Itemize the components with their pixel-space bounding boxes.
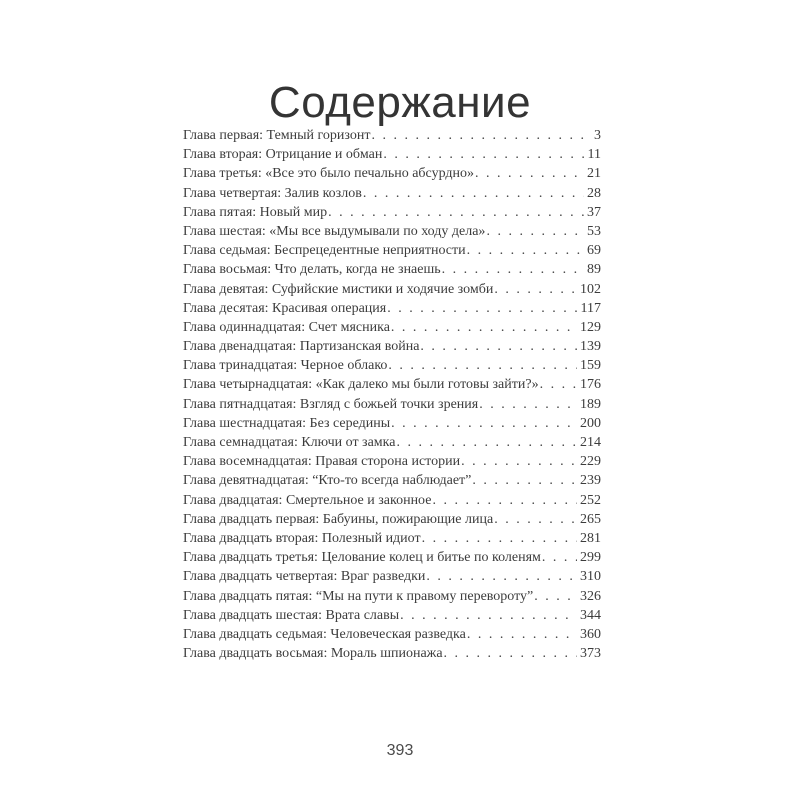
- toc-entry-label: Глава двадцатая: Смертельное и законное: [183, 492, 432, 508]
- toc-page-number: 299: [580, 550, 601, 566]
- toc-leader-dots: [467, 241, 584, 260]
- toc-leader-dots: [494, 510, 577, 529]
- toc-entry-label: Глава двадцать пятая: “Мы на пути к правому перевороту”: [183, 588, 534, 604]
- toc-leader-dots: [486, 222, 584, 241]
- toc-row: [183, 299, 601, 318]
- toc-leader-dots: [328, 203, 584, 222]
- toc-leader-dots: [391, 414, 577, 433]
- toc-page-number: 310: [580, 569, 601, 585]
- toc-page-number: 214: [580, 435, 601, 450]
- toc-page-number: 281: [580, 530, 601, 546]
- toc-row: [183, 222, 601, 241]
- toc-entry-label: Глава пятая: Новый мир: [183, 204, 328, 220]
- toc-entry-label: Глава восьмая: Что делать, когда не знаешь: [183, 262, 441, 278]
- toc-leader-dots: [387, 299, 577, 318]
- toc-row: [183, 241, 601, 260]
- toc-entry-label: Глава четвертая: Залив козлов: [183, 185, 362, 201]
- toc-page-number: 200: [580, 415, 601, 431]
- toc-row: [183, 587, 601, 606]
- toc-row: [183, 375, 601, 394]
- toc-leader-dots: [422, 529, 577, 548]
- toc-page-number: 326: [580, 588, 601, 604]
- toc-leader-dots: [432, 491, 577, 510]
- toc-row: [183, 318, 601, 337]
- toc-page-number: 3: [594, 128, 601, 143]
- toc-entry-label: Глава седьмая: Беспрецедентные неприятности: [183, 243, 466, 259]
- toc-entry-label: Глава одиннадцатая: Счет мясника: [183, 319, 390, 335]
- toc-page-number: 102: [580, 281, 601, 297]
- toc-entry-label: Глава двадцать седьмая: Человеческая разведка: [183, 626, 466, 642]
- toc-leader-dots: [400, 606, 577, 625]
- toc-row: [183, 260, 601, 279]
- toc-page-number: 28: [587, 185, 601, 201]
- toc-leader-dots: [534, 587, 577, 606]
- toc-page-number: 176: [580, 377, 601, 393]
- toc-page-number: 252: [580, 492, 601, 508]
- toc-leader-dots: [479, 395, 577, 414]
- toc-entry-label: Глава двадцать первая: Бабуины, пожирающие лица: [183, 511, 494, 527]
- toc-entry-label: Глава двадцать четвертая: Враг разведки: [183, 569, 426, 585]
- toc-leader-dots: [475, 164, 584, 183]
- toc-leader-dots: [461, 452, 577, 471]
- toc-leader-dots: [391, 318, 577, 337]
- toc-leader-dots: [442, 260, 584, 279]
- toc-page-number: 344: [580, 607, 601, 623]
- toc-leader-dots: [371, 126, 586, 145]
- toc-entry-label: Глава восемнадцатая: Правая сторона истории: [183, 454, 461, 470]
- toc-leader-dots: [444, 644, 577, 663]
- toc-row: [183, 126, 601, 145]
- toc-row: [183, 606, 601, 625]
- toc-entry-label: Глава вторая: Отрицание и обман: [183, 147, 383, 163]
- toc-entry-label: Глава семнадцатая: Ключи от замка: [183, 435, 396, 450]
- toc-row: [183, 491, 601, 510]
- toc-entry-label: Глава двадцать третья: Целование колец и битье по коленям: [183, 550, 541, 566]
- toc-row: [183, 414, 601, 433]
- page-title: Содержание: [268, 78, 532, 128]
- toc-entry-label: Глава первая: Темный горизонт: [183, 128, 371, 143]
- toc-page-number: 239: [580, 473, 601, 489]
- toc-row: [183, 452, 601, 471]
- toc-entry-label: Глава пятнадцатая: Взгляд с божьей точки зрения: [183, 396, 479, 412]
- toc-leader-dots: [396, 433, 577, 452]
- toc-entry-label: Глава двенадцатая: Партизанская война: [183, 339, 420, 355]
- toc-page-number: 69: [587, 243, 601, 259]
- toc-leader-dots: [540, 375, 577, 394]
- toc-leader-dots: [467, 625, 577, 644]
- toc-entry-label: Глава двадцать шестая: Врата славы: [183, 607, 400, 623]
- toc-page-number: 229: [580, 454, 601, 470]
- toc-row: [183, 625, 601, 644]
- toc-leader-dots: [420, 337, 577, 356]
- toc-page-number: 11: [587, 147, 601, 163]
- toc-row: [183, 356, 601, 375]
- toc-entry-label: Глава третья: «Все это было печально абсурдно»: [183, 166, 475, 182]
- toc-row: [183, 529, 601, 548]
- toc-leader-dots: [472, 471, 577, 490]
- toc-row: [183, 395, 601, 414]
- toc-page-number: 360: [580, 626, 601, 642]
- toc-leader-dots: [542, 548, 577, 567]
- toc-page-number: 139: [580, 339, 601, 355]
- toc-leader-dots: [494, 280, 577, 299]
- toc-page-number: 37: [587, 204, 601, 220]
- toc-row: [183, 184, 601, 203]
- toc-row: [183, 164, 601, 183]
- toc-row: [183, 471, 601, 490]
- toc-row: [183, 203, 601, 222]
- toc-page-number: 89: [587, 262, 601, 278]
- toc-row: [183, 567, 601, 586]
- toc-entry-label: Глава девятнадцатая: “Кто-то всегда наблюдает”: [183, 473, 472, 489]
- toc-entry-label: Глава шестнадцатая: Без середины: [183, 415, 391, 431]
- toc-page-number: 129: [580, 319, 601, 335]
- toc-leader-dots: [388, 356, 577, 375]
- toc-row: [183, 280, 601, 299]
- toc-entry-label: Глава девятая: Суфийские мистики и ходячие зомби: [183, 281, 494, 297]
- toc-row: [183, 548, 601, 567]
- toc-row: [183, 644, 601, 663]
- toc-page-number: 159: [580, 358, 601, 374]
- toc-row: [183, 145, 601, 164]
- toc-page-number: 373: [580, 646, 601, 662]
- toc-row: [183, 337, 601, 356]
- toc-leader-dots: [426, 567, 577, 586]
- toc-row: [183, 433, 601, 452]
- toc-list: [183, 126, 601, 663]
- toc-page-number: 265: [580, 511, 601, 527]
- toc-entry-label: Глава четырнадцатая: «Как далеко мы были готовы зайти?»: [183, 377, 539, 393]
- toc-entry-label: Глава тринадцатая: Черное облако: [183, 358, 388, 374]
- toc-page-number: 189: [580, 396, 601, 412]
- toc-entry-label: Глава десятая: Красивая операция: [183, 300, 387, 316]
- toc-entry-label: Глава двадцать восьмая: Мораль шпионажа: [183, 646, 443, 662]
- toc-page-number: 21: [587, 166, 601, 182]
- toc-row: [183, 510, 601, 529]
- toc-page-number: 53: [587, 223, 601, 239]
- toc-leader-dots: [383, 145, 584, 164]
- toc-entry-label: Глава двадцать вторая: Полезный идиот: [183, 530, 421, 546]
- toc-page-number: 117: [580, 300, 601, 316]
- toc-entry-label: Глава шестая: «Мы все выдумывали по ходу дела»: [183, 223, 486, 239]
- folio-page-number: 393: [386, 742, 414, 759]
- toc-leader-dots: [363, 184, 584, 203]
